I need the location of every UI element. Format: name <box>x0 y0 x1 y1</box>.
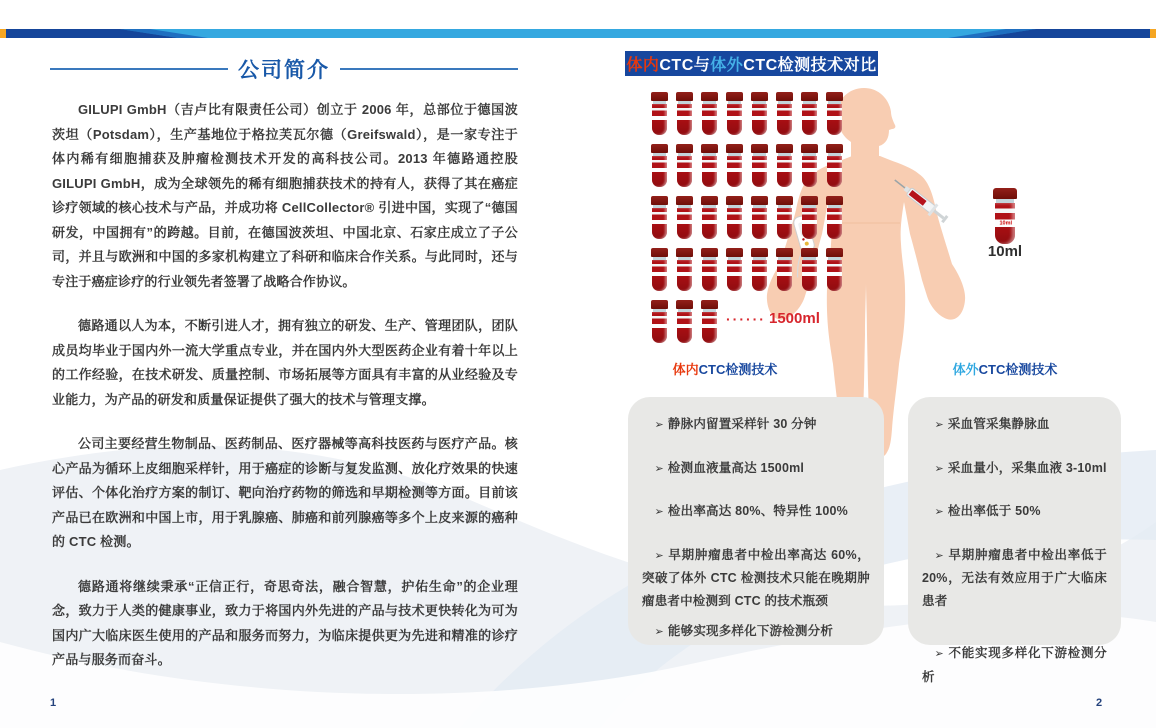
blood-tube-icon <box>825 196 844 239</box>
arrow-bullet-icon: ➢ <box>934 506 944 518</box>
blood-tube-icon <box>700 248 719 291</box>
comparison-list-item: ➢ 静脉内留置采样针 30 分钟 <box>654 417 817 431</box>
comparison-list-item: ➢ 检测血液量高达 1500ml <box>654 460 805 475</box>
banner-segment: 体外 <box>710 57 744 74</box>
yellow-accent-left <box>0 29 6 38</box>
blood-tube-icon <box>675 196 694 239</box>
blood-tube-icon <box>650 144 669 187</box>
intro-paragraph: 德路通将继续秉承“正信正行，奇思奇法，融合智慧，护佑生命”的企业理念，致力于人类的健康事业，致力于将国内外先进的产品与技术更快转化为可为国内广大临床医生使用的产品和服务而努力，为临床提供更为先进和精准的诊疗产品与服务而奋斗。 <box>52 578 518 667</box>
section-title-row <box>50 54 518 84</box>
blood-tube-icon <box>775 248 794 291</box>
arrow-bullet-icon: ➢ <box>934 462 944 475</box>
blood-tube-icon <box>800 144 819 187</box>
comparison-list-item: ➢ 不能实现多样化下游检测分析 <box>922 646 1107 684</box>
tube-row <box>650 300 719 343</box>
blood-tube-icon <box>675 92 694 135</box>
banner-segment: CTC检测技术对比 <box>743 57 877 74</box>
arrow-bullet-icon: ➢ <box>654 506 664 518</box>
comparison-list-item: ➢ 早期肿瘤患者中检出率高达 60%，突破了体外 CTC 检测技术只能在晚期肿瘤患者中检测到 CTC 的技术瓶颈 <box>642 547 870 608</box>
blood-tube-icon <box>725 248 744 291</box>
single-blood-tube-icon <box>992 188 1018 244</box>
top-accent-bar <box>0 27 1156 40</box>
tube-row <box>650 196 844 239</box>
comparison-list-item: ➢ 能够实现多样化下游检测分析 <box>654 624 834 638</box>
blood-tube-icon <box>750 144 769 187</box>
arrow-bullet-icon: ➢ <box>934 549 944 562</box>
blood-tube-icon <box>750 248 769 291</box>
blood-tube-icon <box>725 144 744 187</box>
comparison-list-item: ➢ 采血量小，采集血液 3-10ml <box>934 460 1107 475</box>
blood-tube-icon <box>725 196 744 239</box>
blood-tube-icon <box>650 300 669 343</box>
dotted-leader: ······ <box>726 310 766 327</box>
tube-cap <box>993 188 1017 199</box>
arrow-bullet-icon: ➢ <box>654 549 664 562</box>
blood-tube-icon <box>650 248 669 291</box>
blood-tube-icon <box>700 196 719 239</box>
blood-tube-icon <box>675 144 694 187</box>
blood-tube-icon <box>825 92 844 135</box>
arrow-bullet-icon: ➢ <box>654 626 664 638</box>
title-rule-right <box>340 68 518 70</box>
blood-volume-label: ······ 1500ml <box>726 310 820 327</box>
blood-tube-icon <box>825 248 844 291</box>
title-rule-left <box>50 68 228 70</box>
tube-row <box>650 92 844 135</box>
tube-row <box>650 248 844 291</box>
banner-segment: 体内 <box>626 57 660 74</box>
in-vivo-column-header: 体内CTC检测技术 <box>672 362 778 377</box>
in-vivo-comparison-card <box>628 397 884 645</box>
page-number-right: 2 <box>1096 697 1103 709</box>
in-vitro-comparison-card <box>908 397 1121 684</box>
blood-tube-icon <box>650 92 669 135</box>
comparison-title-banner <box>625 51 878 76</box>
page-title: 公司简介 <box>238 59 330 82</box>
comparison-list-item: ➢ 早期肿瘤患者中检出率低于 20%，无法有效应用于广大临床患者 <box>922 547 1107 608</box>
company-intro-text <box>52 98 518 693</box>
blood-tube-icon <box>750 196 769 239</box>
blood-tube-grid <box>650 92 880 354</box>
blood-tube-icon <box>775 92 794 135</box>
blood-tube-icon <box>800 196 819 239</box>
blood-tube-icon <box>675 248 694 291</box>
blood-tube-icon <box>825 144 844 187</box>
arrow-bullet-icon: ➢ <box>654 419 664 431</box>
blood-tube-icon <box>700 144 719 187</box>
page-number-left: 1 <box>50 697 57 709</box>
intro-paragraph: 公司主要经营生物制品、医药制品、医疗器械等高科技医药与医疗产品。核心产品为循环上皮细胞采样针，用于癌症的诊断与复发监测、放化疗效果的快速评估、个体化治疗方案的制订、靶向治疗药物的筛选和早期检测等方面。目前该产品已在欧洲和中国上市，用于乳腺癌、肺癌和前列腺癌等多个上皮来源的癌种的 CTC 检测。 <box>52 436 518 549</box>
blood-tube-icon <box>725 92 744 135</box>
arrow-bullet-icon: ➢ <box>934 419 944 431</box>
blood-tube-icon <box>700 300 719 343</box>
banner-segment: CTC与 <box>659 57 711 74</box>
in-vitro-column-header: 体外CTC检测技术 <box>952 362 1058 377</box>
blood-tube-icon <box>800 248 819 291</box>
yellow-accent-right <box>1150 29 1156 38</box>
blood-tube-icon <box>750 92 769 135</box>
tube-print-label: 10ml <box>999 220 1013 227</box>
blood-tube-icon <box>775 144 794 187</box>
arrow-bullet-icon: ➢ <box>654 462 664 475</box>
blood-tube-icon <box>700 92 719 135</box>
blood-tube-icon <box>800 92 819 135</box>
intro-paragraph: 德路通以人为本，不断引进人才，拥有独立的研发、生产、管理团队，团队成员均毕业于国内外一流大学重点专业，并在国内外大型医药企业有着十年以上的工作经验，在技术研发、质量控制、市场拓展等方面具有丰富的从业经验及专业能力，为产品的研发和质量保证提供了强大的技术与管理支撑。 <box>52 318 518 407</box>
tube-body <box>995 203 1015 244</box>
tube-row <box>650 144 844 187</box>
blood-tube-icon <box>775 196 794 239</box>
intro-paragraph: GILUPI GmbH（吉卢比有限责任公司）创立于 2006 年，总部位于德国波茨坦（Potsdam），生产基地位于格拉芙瓦尔德（Greifswald），是一家专注于体内稀有细胞捕获及肿瘤检测技术开发的高科技公司。2013 年德路通控股 GILUPI GmbH，成为全球领先的稀有细胞捕获技术的持有人，获得了其在癌症诊疗领域的核心技术与产品，并成功将 CellCollector® 引进中国，实现了“德国研发，中国拥有”的跨越。目前，在德国波茨坦、中国北京、石家庄成立了子公司，并且与欧洲和中国的多家机构建立了科研和临床合作关系。与此同时，还与专注于癌症诊疗的行业领先者签署了战略合作协议。 <box>52 102 518 289</box>
comparison-list-item: ➢ 检出率高达 80%、特异性 100% <box>654 504 848 518</box>
comparison-list-item: ➢ 检出率低于 50% <box>934 504 1041 518</box>
blood-tube-icon <box>650 196 669 239</box>
arrow-bullet-icon: ➢ <box>934 648 944 660</box>
single-tube-volume-label: 10ml <box>987 243 1023 260</box>
blood-tube-icon <box>675 300 694 343</box>
comparison-list-item: ➢ 采血管采集静脉血 <box>934 417 1050 431</box>
